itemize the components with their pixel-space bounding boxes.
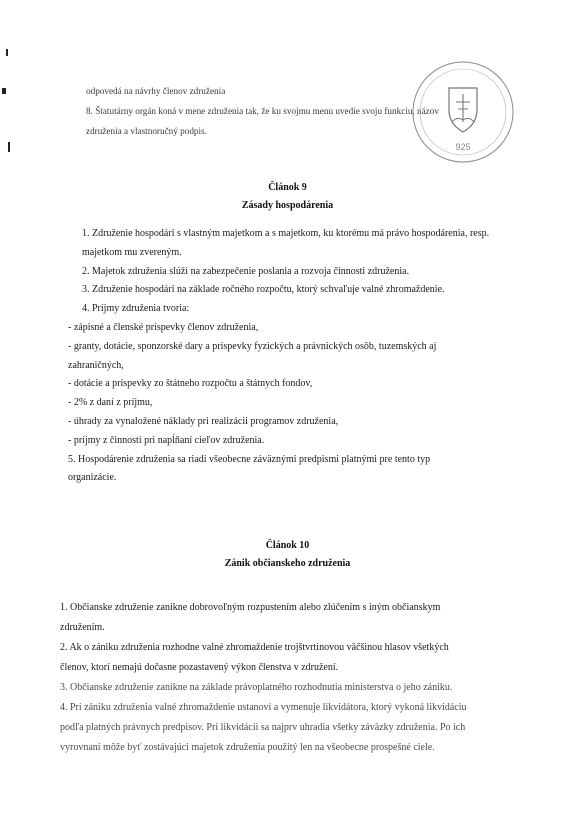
text-line: 2. Ak o zániku združenia rozhodne valné zhromaždenie trojštvrtinovou väčšinou hlasov všetkých bbox=[60, 642, 449, 653]
text-line: združením. bbox=[60, 622, 105, 633]
seal-number: 925 bbox=[455, 142, 471, 152]
text-line: majetkom mu zvereným. bbox=[82, 246, 182, 258]
text-line: členov, ktorí nemajú dočasne pozastavený výkon členstva v združení. bbox=[60, 662, 339, 673]
article-9-subtitle: Zásady hospodárenia bbox=[241, 200, 334, 211]
text-line: - úhrady za vynaložené náklady pri realizácii programov združenia, bbox=[68, 415, 339, 427]
text-line: 1. Občianske združenie zanikne dobrovoľným rozpustením alebo zlúčením s iným občianskym bbox=[60, 602, 441, 613]
text-line: vyrovnaní môže byť zostávajúci majetok združenia použitý len na všeobecne prospešné ciele. bbox=[60, 742, 435, 753]
text-line: - 2% z daní z príjmu, bbox=[68, 397, 153, 409]
article-10-subtitle: Zánik občianskeho združenia bbox=[224, 558, 351, 569]
text-line: 3. Združenie hospodári na základe ročného rozpočtu, ktorý schvaľuje valné zhromaždenie. bbox=[82, 284, 445, 296]
article-9-body bbox=[68, 225, 508, 488]
text-line: 4. Príjmy združenia tvoria: bbox=[82, 303, 190, 315]
text-line: združenia a vlastnoručný podpis. bbox=[86, 126, 207, 136]
text-line: 5. Hospodárenie združenia sa riadi všeobecne záväznými predpismi platnými pre tento typ bbox=[68, 453, 431, 465]
text-line: 1. Združenie hospodári s vlastným majetkom a s majetkom, ku ktorému má právo hospodárenia, resp. bbox=[82, 228, 490, 239]
text-line: odpovedá na návrhy členov združenia bbox=[86, 86, 226, 96]
text-line: 2. Majetok združenia slúži na zabezpečenie poslania a rozvoja činnosti združenia. bbox=[82, 265, 410, 277]
article-10-title: Článok 10 bbox=[265, 540, 310, 551]
text-line: - granty, dotácie, sponzorské dary a príspevky fyzických a právnických osôb, tuzemských aj bbox=[68, 340, 437, 352]
text-line: - dotácie a príspevky zo štátneho rozpočtu a štátnych fondov, bbox=[68, 378, 313, 390]
text-line: 3. Občianske združenie zanikne na základe právoplatného rozhodnutia ministerstva o jeho zániku. bbox=[60, 682, 453, 693]
text-line: zahraničných, bbox=[68, 359, 124, 371]
scan-mark bbox=[2, 88, 6, 94]
scan-mark bbox=[8, 142, 10, 152]
scan-mark bbox=[6, 49, 8, 56]
article-10-body bbox=[60, 598, 518, 758]
article-9-title: Článok 9 bbox=[268, 182, 307, 193]
text-line: 8. Štatutárny orgán koná v mene združenia tak, že ku svojmu menu uvedie svoju funkciu, názov bbox=[86, 106, 439, 116]
text-line: podľa platných právnych predpisov. Pri likvidácii sa najprv uhradia všetky záväzky združenia. Po ich bbox=[60, 722, 466, 733]
text-line: organizácie. bbox=[68, 472, 117, 484]
official-stamp-seal bbox=[403, 58, 521, 166]
text-line: 4. Pri zániku združenia valné zhromaždenie ustanoví a vymenuje likvidátora, ktorý vykoná likvidáciu bbox=[60, 702, 467, 713]
text-line: - príjmy z činnosti pri napĺňaní cieľov združenia. bbox=[68, 434, 265, 446]
text-line: - zápisné a členské príspevky členov združenia, bbox=[68, 321, 259, 333]
